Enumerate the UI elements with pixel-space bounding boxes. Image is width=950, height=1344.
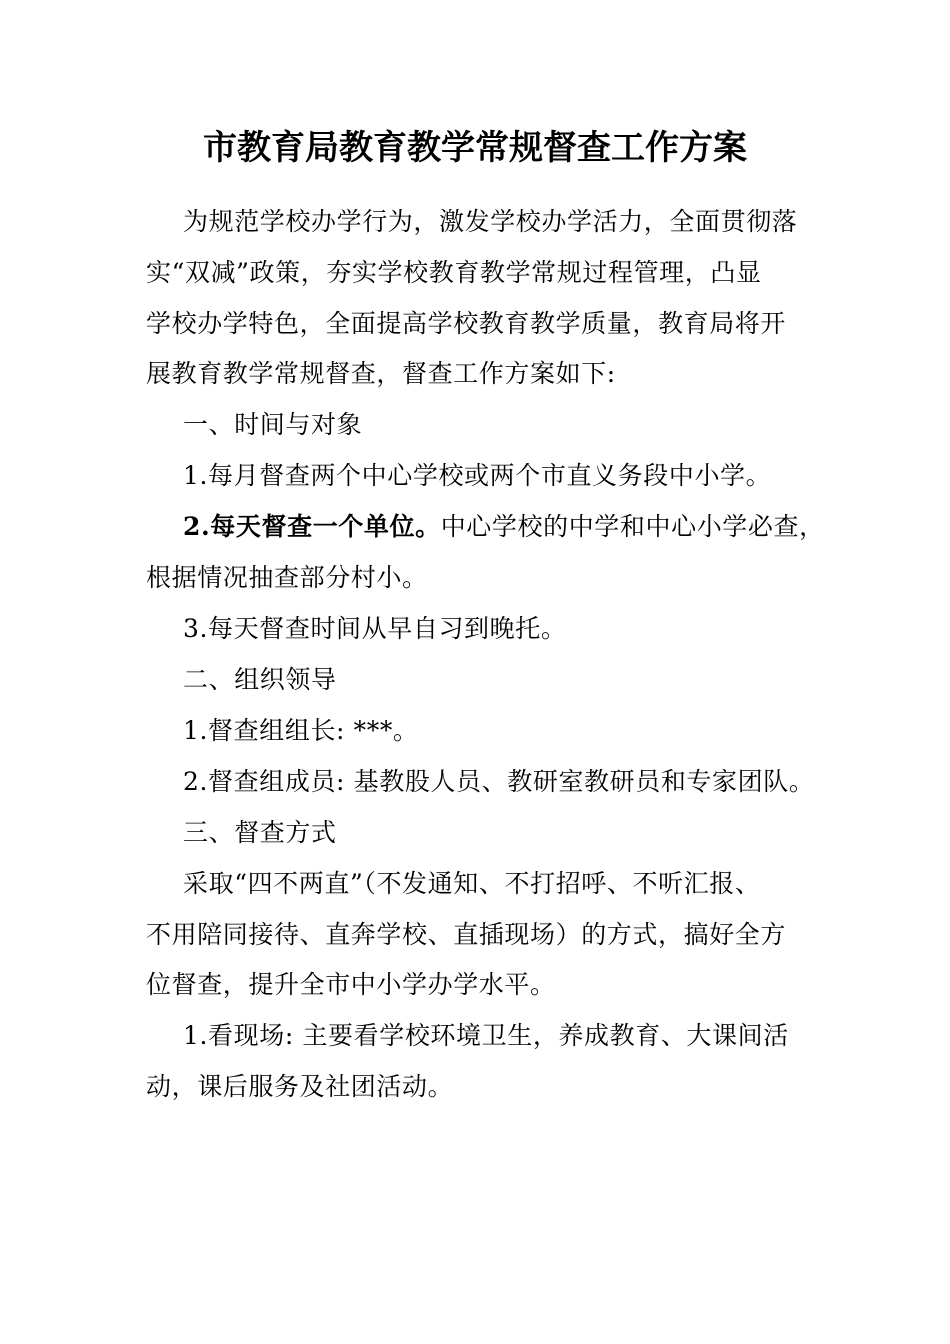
paragraph-line: 学校办学特色，全面提高学校教育教学质量，教育局将开	[146, 309, 787, 338]
list-item: 1.每月督查两个中心学校或两个市直义务段中小学。	[183, 461, 772, 490]
list-item: 1.看现场: 主要看学校环境卫生，养成教育、大课间活	[183, 1021, 789, 1050]
paragraph-line: 实“双减”政策，夯实学校教育教学常规过程管理，凸显	[146, 258, 762, 287]
document-title: 市教育局教育教学常规督查工作方案	[203, 128, 747, 168]
list-item	[183, 510, 825, 544]
paragraph-line: 展教育教学常规督查，督查工作方案如下:	[146, 359, 616, 388]
paragraph-line: 根据情况抽查部分村小。	[146, 563, 428, 592]
list-item: 2.督查组成员: 基教股人员、教研室教研员和专家团队。	[183, 767, 815, 796]
paragraph-line: 位督查，提升全市中小学办学水平。	[146, 970, 556, 999]
paragraph-line: 为规范学校办学行为，激发学校办学活力，全面贯彻落	[183, 207, 798, 236]
section-heading: 一、时间与对象	[183, 410, 363, 439]
paragraph-line: 动，课后服务及社团活动。	[146, 1072, 454, 1101]
list-item-text: 中心学校的中学和中心小学必查，	[440, 512, 825, 541]
list-item: 3.每天督查时间从早自习到晚托。	[183, 614, 567, 643]
paragraph-line: 采取“四不两直”（不发通知、不打招呼、不听汇报、	[183, 869, 761, 898]
list-item: 1.督查组组长: ***。	[183, 716, 419, 745]
section-heading: 三、督查方式	[183, 818, 337, 847]
paragraph-line: 不用陪同接待、直奔学校、直插现场）的方式，搞好全方	[146, 920, 787, 949]
section-heading: 二、组织领导	[183, 665, 337, 694]
bold-lead-text: 2.每天督查一个单位。	[183, 512, 441, 541]
